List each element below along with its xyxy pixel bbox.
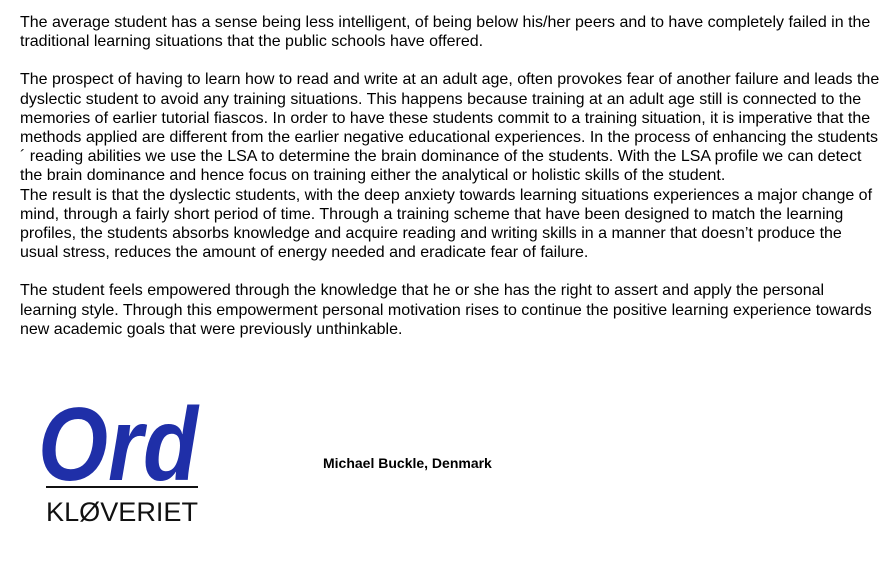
paragraph-3: The result is that the dyslectic students, with the deep anxiety towards learning situations experiences a major change of mind, through a fairly short period of time. Through a training scheme that have been designed to match the learning profiles, the students absorbs knowledge and acquire reading and writing skills in a manner that doesn’t produce the usual stress, reduces the amount of energy needed and eradicate fear of failure. <box>20 186 873 262</box>
logo-subword: KLØVERIET <box>46 497 198 527</box>
logo-word: Ord <box>38 388 201 503</box>
signature: Michael Buckle, Denmark <box>323 455 492 471</box>
ord-kloveriet-logo <box>30 388 210 538</box>
paragraph-4: The student feels empowered through the knowledge that he or she has the right to assert and apply the personal learning style. Through this empowerment personal motivation rises to continue the positive learning experience towards new academic goals that were previously unthinkable. <box>20 282 872 338</box>
logo-graphic <box>30 388 210 538</box>
paragraph-1: The average student has a sense being less intelligent, of being below his/her peers and to have completely failed in the traditional learning situations that the public schools have offered. <box>20 14 871 51</box>
document-body <box>20 13 880 358</box>
paragraph-2: The prospect of having to learn how to read and write at an adult age, often provokes fear of another failure and leads the dyslectic student to avoid any training situations. This happens because training at an adult age still is connected to the memories of earlier tutorial fiascos. In order to have these students commit to a training situation, it is imperative that the methods applied are different from the earlier negative educational experiences. In the process of enhancing the students´ reading abilities we use the LSA to determine the brain dominance of the students. With the LSA profile we can detect the brain dominance and hence focus on training either the analytical or holistic skills of the student. <box>20 71 880 185</box>
